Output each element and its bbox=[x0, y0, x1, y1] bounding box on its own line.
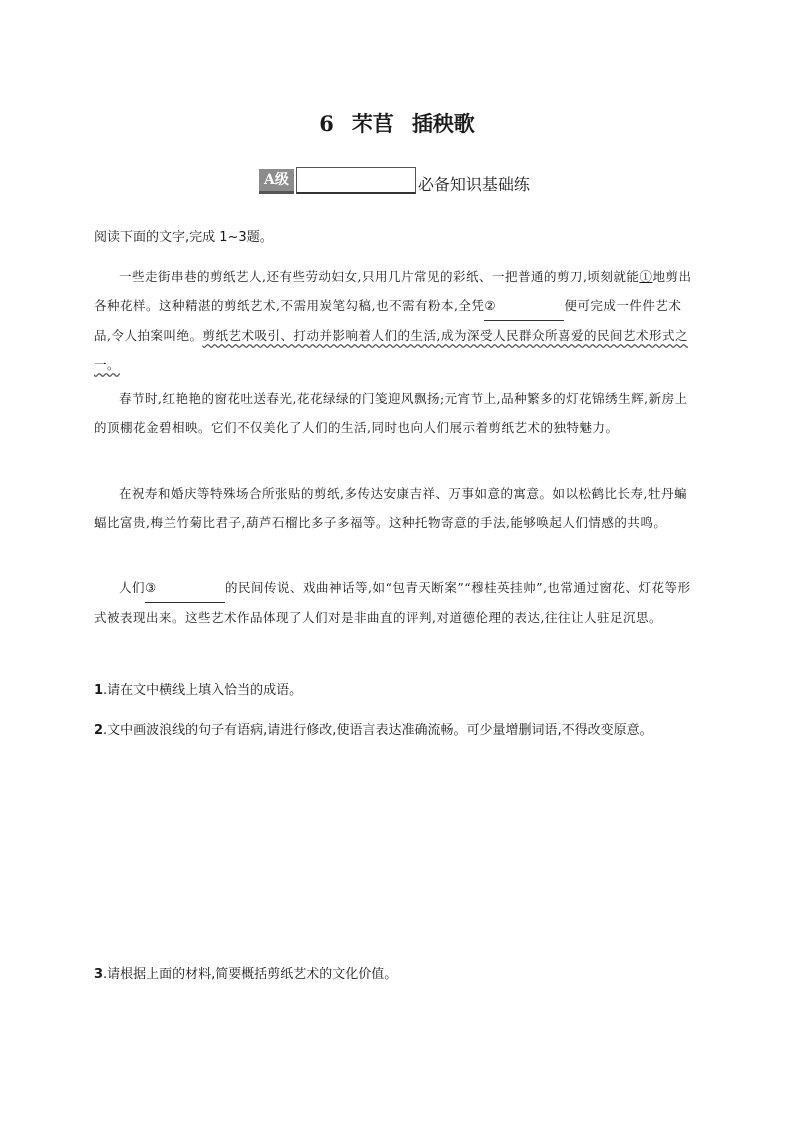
p4-text-b: 的民间传说、戏曲神话等,如“包青天断案”“穆桂英挂帅”,也常通过窗花、灯花等形式被表现出来。这些艺术作品体现了人们对是非曲直的评判,对道德伦理的表达,往往让人驻足沉思。 bbox=[94, 580, 691, 625]
reading-instruction: 阅读下面的文字,完成 1~3题。 bbox=[94, 230, 273, 245]
wavy-sentence: 剪纸艺术吸引、打动并影响着人们的生活,成为深受人民群众所喜爱的民间艺术形式之一。 bbox=[94, 328, 688, 372]
p1-text-b: 地剪出各种花样。这种精湛的剪纸艺术,不需用炭笔勾稿,也不需有粉本,全凭 bbox=[94, 269, 692, 313]
question-text: .请在文中横线上填入恰当的成语。 bbox=[103, 683, 303, 698]
question-number: 1 bbox=[94, 683, 104, 698]
level-box bbox=[296, 167, 416, 194]
page-title bbox=[0, 108, 794, 138]
question-number: 2 bbox=[94, 723, 104, 738]
paragraph-2: 春节时,红艳艳的窗花吐送春光,花花绿绿的门笺迎风飘扬;元宵节上,品种繁多的灯花锦绣生辉,新房上的顶棚花金碧相映。它们不仅美化了人们的生活,同时也向人们展示着剪纸艺术的独特魅力。 bbox=[94, 391, 688, 435]
question-number: 3 bbox=[94, 967, 104, 982]
level-badge: A级 bbox=[259, 169, 294, 194]
blank-3 bbox=[145, 573, 225, 603]
lesson-number: 6 bbox=[319, 111, 334, 136]
p1-text-a: 一些走街串巷的剪纸艺人,还有些劳动妇女,只用几片常见的彩纸、一把普通的剪刀,顷刻就能 bbox=[119, 269, 640, 284]
blank-marker-1: ① bbox=[639, 269, 653, 284]
paragraph-4 bbox=[94, 573, 694, 632]
p1-text-c: 便可完成一件件艺术品,令人拍案叫绝。 bbox=[94, 298, 682, 343]
question-text: .请根据上面的材料,简要概括剪纸艺术的文化价值。 bbox=[103, 967, 398, 982]
lesson-title-1: 芣苢 bbox=[351, 111, 394, 136]
question-3 bbox=[94, 963, 397, 982]
question-text: .文中画波浪线的句子有语病,请进行修改,使语言表达准确流畅。可少量增删词语,不得改变原意。 bbox=[103, 723, 653, 738]
lesson-title-2: 插秧歌 bbox=[411, 111, 475, 136]
level-header bbox=[259, 166, 530, 194]
paragraph-3: 在祝寿和婚庆等特殊场合所张贴的剪纸,多传达安康吉祥、万事如意的寓意。如以松鹤比长寿,牡丹蝙蝠比富贵,梅兰竹菊比君子,葫芦石榴比多子多福等。这种托物寄意的手法,能够唤起人们情感的共鸣。 bbox=[94, 486, 687, 530]
blank-2 bbox=[484, 291, 564, 321]
question-1 bbox=[94, 679, 302, 698]
paragraph-1 bbox=[94, 262, 694, 379]
level-label: 必备知识基础练 bbox=[417, 175, 530, 194]
blank-marker-3: ③ bbox=[145, 580, 157, 595]
p4-text-a: 人们 bbox=[119, 580, 146, 595]
blank-marker-2: ② bbox=[484, 298, 497, 313]
question-2 bbox=[94, 719, 653, 738]
